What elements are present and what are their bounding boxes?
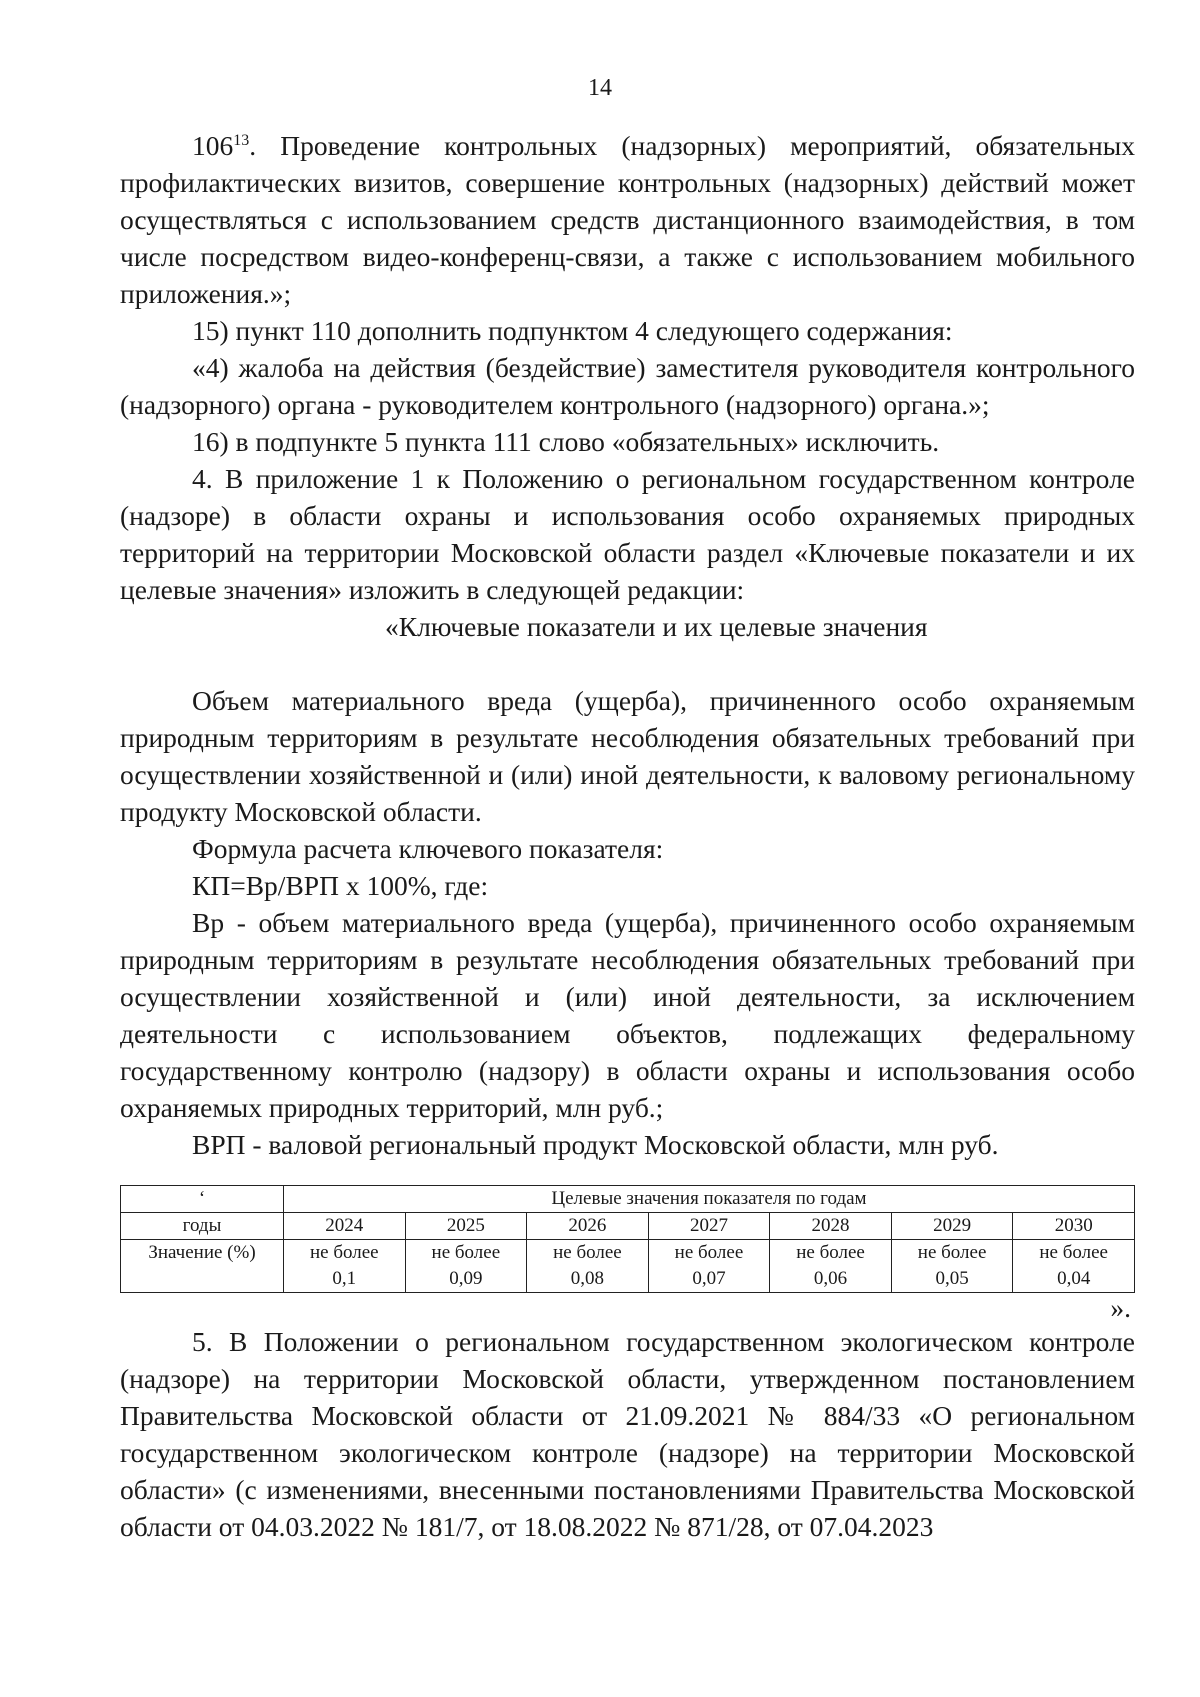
- value-prefix: не более: [553, 1242, 622, 1263]
- value-prefix: не более: [1039, 1242, 1108, 1263]
- year-cell: 2030: [1013, 1213, 1135, 1240]
- year-cell: 2026: [527, 1213, 649, 1240]
- paragraph-number-superscript: 13: [233, 131, 250, 149]
- value-number: 0,07: [692, 1268, 726, 1289]
- section-title: «Ключевые показатели и их целевые значения: [385, 611, 928, 642]
- value-cell: [770, 1240, 892, 1293]
- value-number: 0,1: [332, 1268, 357, 1289]
- closing-quote: ».: [1110, 1292, 1131, 1323]
- year-cell: 2024: [284, 1213, 406, 1240]
- value-cell: [1013, 1240, 1135, 1293]
- table-values-row: [121, 1240, 1135, 1293]
- paragraph-subitem-4: «4) жалоба на действия (бездействие) заместителя руководителя контрольного (надзорного) органа - руководителем контрольного (надзорного) органа.»;: [120, 352, 1135, 420]
- value-cell: [284, 1240, 406, 1293]
- table-header-row: [121, 1186, 1135, 1213]
- value-number: 0,05: [935, 1268, 969, 1289]
- table-header-cell: Целевые значения показателя по годам: [284, 1186, 1135, 1213]
- paragraph-indicator-description: Объем материального вреда (ущерба), причиненного особо охраняемым природным территориям в результате несоблюдения обязательных требований при осуществлении хозяйственной и (или) иной деятельности, к валовому региональному продукту Московской области.: [120, 685, 1135, 827]
- paragraph-section-5: 5. В Положении о региональном государственном экологическом контроле (надзоре) на территории Московской области, утвержденном постановлением Правительства Московской области от 21.09.2021 № 884/33 «О региональном государственном экологическом контроле (надзоре) на территории Московской области» (с изменениями, внесенными постановлениями Правительства Московской области от 04.03.2022 № 181/7, от 18.08.2022 № 871/28, от 07.04.2023: [120, 1326, 1135, 1542]
- year-cell: 2029: [891, 1213, 1013, 1240]
- paragraph-formula: КП=Вр/ВРП х 100%, где:: [192, 870, 489, 901]
- value-prefix: не более: [431, 1242, 501, 1263]
- paragraph-vrp-definition: ВРП - валовой региональный продукт Московской области, млн руб.: [192, 1129, 999, 1160]
- paragraph-text: . Проведение контрольных (надзорных) мероприятий, обязательных профилактических визитов, совершение контрольных (надзорных) действий может осуществляться с использованием средств дистанционного взаимодействия, в том числе посредством видео-конференц-связи, а также с использованием мобильного приложения.»;: [120, 130, 1135, 309]
- value-cell: [891, 1240, 1013, 1293]
- value-cell: [648, 1240, 770, 1293]
- years-label-cell: годы: [121, 1213, 284, 1240]
- document-body: [120, 127, 1135, 1545]
- paragraph-item-15: 15) пункт 110 дополнить подпунктом 4 следующего содержания:: [192, 315, 953, 346]
- table-years-row: [121, 1213, 1135, 1240]
- value-prefix: не более: [796, 1242, 865, 1263]
- value-cell: [405, 1240, 527, 1293]
- year-cell: 2027: [648, 1213, 770, 1240]
- value-number: 0,09: [449, 1268, 483, 1289]
- value-cell: [527, 1240, 649, 1293]
- paragraph-formula-heading: Формула расчета ключевого показателя:: [192, 833, 664, 864]
- paragraph-section-4: 4. В приложение 1 к Положению о региональном государственном контроле (надзоре) в области охраны и использования особо охраняемых природных территорий на территории Московской области раздел «Ключевые показатели и их целевые значения» изложить в следующей редакции:: [120, 463, 1135, 605]
- paragraph-106-13: [120, 127, 1135, 312]
- value-number: 0,08: [570, 1268, 605, 1289]
- paragraph-item-16: 16) в подпункте 5 пункта 111 слово «обязательных» исключить.: [192, 426, 940, 457]
- value-prefix: не более: [674, 1242, 744, 1263]
- page-number: 14: [588, 75, 612, 101]
- paragraph-number: 106: [192, 130, 234, 161]
- paragraph-vr-definition: Вр - объем материального вреда (ущерба), причиненного особо охраняемым природным территориям в результате несоблюдения обязательных требований при осуществлении хозяйственной и (или) иной деятельности, за исключением деятельности с использованием объектов, подлежащих федеральному государственному контролю (надзору) в области охраны и использования особо охраняемых природных территорий, млн руб.;: [120, 907, 1135, 1123]
- value-number: 0,04: [1057, 1268, 1091, 1289]
- value-label-cell: Значение (%): [121, 1240, 284, 1293]
- table-corner-cell: ‘: [121, 1186, 284, 1213]
- value-number: 0,06: [813, 1268, 848, 1289]
- value-prefix: не более: [309, 1242, 379, 1263]
- value-prefix: не более: [917, 1242, 987, 1263]
- target-values-table: [120, 1185, 1135, 1293]
- year-cell: 2028: [770, 1213, 892, 1240]
- year-cell: 2025: [405, 1213, 527, 1240]
